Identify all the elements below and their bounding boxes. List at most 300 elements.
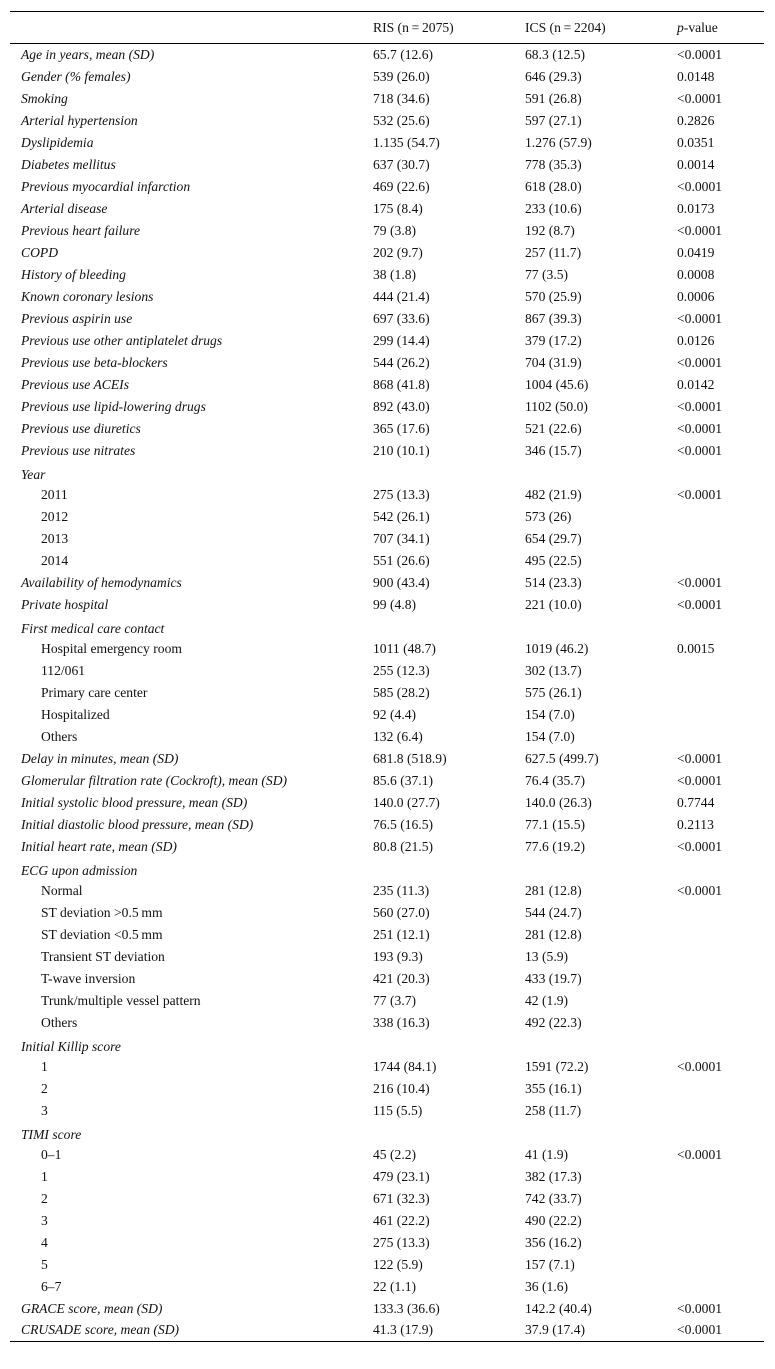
p-value: <0.0001 bbox=[677, 90, 723, 106]
row-label: ST deviation <0.5 mm bbox=[41, 926, 163, 942]
ics-value: 704 (31.9) bbox=[525, 354, 582, 370]
table-body bbox=[10, 44, 764, 1342]
p-value bbox=[677, 1232, 764, 1254]
row-label: Initial systolic blood pressure, mean (SD) bbox=[21, 794, 248, 810]
row-label: 4 bbox=[41, 1234, 48, 1250]
ris-value bbox=[373, 1122, 525, 1144]
ris-value: 193 (9.3) bbox=[373, 948, 423, 964]
table-row bbox=[10, 1166, 764, 1188]
ics-value: 192 (8.7) bbox=[525, 222, 575, 238]
p-value bbox=[677, 946, 764, 968]
ris-value: 544 (26.2) bbox=[373, 354, 430, 370]
row-label: Delay in minutes, mean (SD) bbox=[21, 750, 179, 766]
ris-value: 133.3 (36.6) bbox=[373, 1300, 440, 1316]
row-label: Year bbox=[21, 466, 46, 482]
p-value: <0.0001 bbox=[677, 486, 723, 502]
ris-value: 707 (34.1) bbox=[373, 530, 430, 546]
row-label: 5 bbox=[41, 1256, 48, 1272]
ris-value: 444 (21.4) bbox=[373, 288, 430, 304]
header-p-value bbox=[677, 12, 764, 44]
row-label: Smoking bbox=[21, 90, 68, 106]
ics-value: 13 (5.9) bbox=[525, 948, 569, 964]
p-value: <0.0001 bbox=[677, 1058, 723, 1074]
table-row bbox=[10, 924, 764, 946]
ris-value: 65.7 (12.6) bbox=[373, 46, 434, 62]
row-label: 1 bbox=[41, 1168, 48, 1184]
ics-value: 142.2 (40.4) bbox=[525, 1300, 592, 1316]
ics-value: 281 (12.8) bbox=[525, 926, 582, 942]
ics-value: 570 (25.9) bbox=[525, 288, 582, 304]
p-value bbox=[677, 1012, 764, 1034]
table-row bbox=[10, 550, 764, 572]
row-label: Gender (% females) bbox=[21, 68, 131, 84]
row-label: First medical care contact bbox=[21, 620, 165, 636]
ris-value: 175 (8.4) bbox=[373, 200, 423, 216]
ris-value: 80.8 (21.5) bbox=[373, 838, 434, 854]
p-value: <0.0001 bbox=[677, 1146, 723, 1162]
row-label: Transient ST deviation bbox=[41, 948, 165, 964]
p-value bbox=[677, 682, 764, 704]
p-value: <0.0001 bbox=[677, 46, 723, 62]
table-row bbox=[10, 264, 764, 286]
ics-value bbox=[525, 858, 677, 880]
ics-value: 742 (33.7) bbox=[525, 1190, 582, 1206]
row-label: Arterial hypertension bbox=[21, 112, 138, 128]
row-label: Glomerular filtration rate (Cockroft), mean (SD) bbox=[21, 772, 288, 788]
p-value bbox=[677, 704, 764, 726]
ris-value: 77 (3.7) bbox=[373, 992, 417, 1008]
row-label: T-wave inversion bbox=[41, 970, 136, 986]
table-row bbox=[10, 110, 764, 132]
ics-value: 490 (22.2) bbox=[525, 1212, 582, 1228]
ris-value: 671 (32.3) bbox=[373, 1190, 430, 1206]
ics-value: 575 (26.1) bbox=[525, 684, 582, 700]
table-row bbox=[10, 1144, 764, 1166]
table-row bbox=[10, 682, 764, 704]
ics-value: 154 (7.0) bbox=[525, 706, 575, 722]
ics-value: 258 (11.7) bbox=[525, 1102, 582, 1118]
ics-value: 627.5 (499.7) bbox=[525, 750, 599, 766]
table-row bbox=[10, 44, 764, 66]
row-label: Known coronary lesions bbox=[21, 288, 154, 304]
ris-value: 585 (28.2) bbox=[373, 684, 430, 700]
ris-value: 697 (33.6) bbox=[373, 310, 430, 326]
row-label: 6–7 bbox=[41, 1278, 62, 1294]
row-label: Previous use beta-blockers bbox=[21, 354, 168, 370]
ris-value: 718 (34.6) bbox=[373, 90, 430, 106]
section-row bbox=[10, 1034, 764, 1056]
ics-value: 1019 (46.2) bbox=[525, 640, 589, 656]
p-value: <0.0001 bbox=[677, 310, 723, 326]
ics-value: 618 (28.0) bbox=[525, 178, 582, 194]
p-value: <0.0001 bbox=[677, 1300, 723, 1316]
p-value: <0.0001 bbox=[677, 222, 723, 238]
ris-value: 45 (2.2) bbox=[373, 1146, 417, 1162]
p-value bbox=[677, 550, 764, 572]
row-label: Initial heart rate, mean (SD) bbox=[21, 838, 177, 854]
table-row bbox=[10, 528, 764, 550]
ris-value: 542 (26.1) bbox=[373, 508, 430, 524]
row-label: Hospital emergency room bbox=[41, 640, 182, 656]
row-label: History of bleeding bbox=[21, 266, 126, 282]
header-variable bbox=[10, 12, 373, 44]
baseline-characteristics-table bbox=[10, 11, 764, 1342]
row-label: Initial Killip score bbox=[21, 1038, 121, 1054]
ris-value: 76.5 (16.5) bbox=[373, 816, 434, 832]
p-value bbox=[677, 528, 764, 550]
ics-value bbox=[525, 1034, 677, 1056]
row-label: Availability of hemodynamics bbox=[21, 574, 182, 590]
ics-value: 544 (24.7) bbox=[525, 904, 582, 920]
ics-value: 68.3 (12.5) bbox=[525, 46, 586, 62]
p-value: <0.0001 bbox=[677, 1322, 723, 1338]
table-row bbox=[10, 1298, 764, 1320]
table-row bbox=[10, 132, 764, 154]
table-row bbox=[10, 1188, 764, 1210]
ris-value: 122 (5.9) bbox=[373, 1256, 423, 1272]
table-row bbox=[10, 418, 764, 440]
row-label: Others bbox=[41, 1014, 78, 1030]
p-value: <0.0001 bbox=[677, 596, 723, 612]
table-row bbox=[10, 242, 764, 264]
table-row bbox=[10, 836, 764, 858]
ris-value bbox=[373, 616, 525, 638]
ics-value: 1.276 (57.9) bbox=[525, 134, 592, 150]
row-label: Arterial disease bbox=[21, 200, 108, 216]
ris-value: 275 (13.3) bbox=[373, 486, 430, 502]
p-value: 0.0008 bbox=[677, 266, 715, 282]
row-label: 2014 bbox=[41, 552, 69, 568]
row-label: ECG upon admission bbox=[21, 862, 138, 878]
ris-value: 22 (1.1) bbox=[373, 1278, 417, 1294]
ris-value: 539 (26.0) bbox=[373, 68, 430, 84]
row-label: Hospitalized bbox=[41, 706, 110, 722]
table-row bbox=[10, 308, 764, 330]
ris-value: 38 (1.8) bbox=[373, 266, 417, 282]
table-row bbox=[10, 1100, 764, 1122]
table-row bbox=[10, 1210, 764, 1232]
ris-value: 140.0 (27.7) bbox=[373, 794, 440, 810]
ris-value: 99 (4.8) bbox=[373, 596, 417, 612]
row-label: Previous use diuretics bbox=[21, 420, 141, 436]
p-value: 0.2826 bbox=[677, 112, 715, 128]
ics-value: 221 (10.0) bbox=[525, 596, 582, 612]
ris-value: 637 (30.7) bbox=[373, 156, 430, 172]
p-value: 0.0351 bbox=[677, 134, 715, 150]
row-label: Trunk/multiple vessel pattern bbox=[41, 992, 201, 1008]
row-label: Others bbox=[41, 728, 78, 744]
table-header bbox=[10, 12, 764, 44]
ics-value: 41 (1.9) bbox=[525, 1146, 569, 1162]
section-row bbox=[10, 462, 764, 484]
ris-value: 681.8 (518.9) bbox=[373, 750, 447, 766]
table-row bbox=[10, 440, 764, 462]
table-row bbox=[10, 506, 764, 528]
ics-value: 36 (1.6) bbox=[525, 1278, 569, 1294]
ris-value: 202 (9.7) bbox=[373, 244, 423, 260]
table-row bbox=[10, 484, 764, 506]
ris-value: 255 (12.3) bbox=[373, 662, 430, 678]
ics-value: 867 (39.3) bbox=[525, 310, 582, 326]
header-p-suffix: -value bbox=[683, 19, 718, 35]
p-value bbox=[677, 1188, 764, 1210]
ris-value: 251 (12.1) bbox=[373, 926, 430, 942]
table-row bbox=[10, 396, 764, 418]
row-label: Previous use nitrates bbox=[21, 442, 136, 458]
ics-value: 591 (26.8) bbox=[525, 90, 582, 106]
p-value bbox=[677, 1276, 764, 1298]
p-value bbox=[677, 462, 764, 484]
p-value: 0.0006 bbox=[677, 288, 715, 304]
ics-value: 281 (12.8) bbox=[525, 882, 582, 898]
ics-value: 76.4 (35.7) bbox=[525, 772, 586, 788]
row-label: Normal bbox=[41, 882, 83, 898]
ics-value: 495 (22.5) bbox=[525, 552, 582, 568]
ris-value: 461 (22.2) bbox=[373, 1212, 430, 1228]
ics-value: 597 (27.1) bbox=[525, 112, 582, 128]
p-value bbox=[677, 1122, 764, 1144]
table-row bbox=[10, 572, 764, 594]
p-value: 0.0173 bbox=[677, 200, 715, 216]
ris-value: 41.3 (17.9) bbox=[373, 1322, 434, 1338]
ris-value bbox=[373, 1034, 525, 1056]
p-value: <0.0001 bbox=[677, 838, 723, 854]
row-label: TIMI score bbox=[21, 1126, 82, 1142]
table-row bbox=[10, 726, 764, 748]
table-row bbox=[10, 902, 764, 924]
ics-value: 355 (16.1) bbox=[525, 1080, 582, 1096]
p-value: 0.0419 bbox=[677, 244, 715, 260]
row-label: Previous use lipid-lowering drugs bbox=[21, 398, 206, 414]
ics-value: 482 (21.9) bbox=[525, 486, 582, 502]
ris-value: 1744 (84.1) bbox=[373, 1058, 437, 1074]
ics-value: 233 (10.6) bbox=[525, 200, 582, 216]
p-value bbox=[677, 990, 764, 1012]
p-value bbox=[677, 506, 764, 528]
ris-value: 338 (16.3) bbox=[373, 1014, 430, 1030]
ris-value: 479 (23.1) bbox=[373, 1168, 430, 1184]
p-value bbox=[677, 1034, 764, 1056]
p-value: <0.0001 bbox=[677, 750, 723, 766]
row-label: Previous myocardial infarction bbox=[21, 178, 191, 194]
table-row bbox=[10, 1254, 764, 1276]
row-label: 112/061 bbox=[41, 662, 86, 678]
table-row bbox=[10, 1056, 764, 1078]
ics-value: 382 (17.3) bbox=[525, 1168, 582, 1184]
ics-value bbox=[525, 1122, 677, 1144]
row-label: CRUSADE score, mean (SD) bbox=[21, 1322, 180, 1338]
ics-value: 157 (7.1) bbox=[525, 1256, 575, 1272]
row-label: 2 bbox=[41, 1080, 48, 1096]
ris-value: 551 (26.6) bbox=[373, 552, 430, 568]
ics-value: 37.9 (17.4) bbox=[525, 1322, 586, 1338]
table-row bbox=[10, 704, 764, 726]
ics-value: 433 (19.7) bbox=[525, 970, 582, 986]
table-row bbox=[10, 638, 764, 660]
ics-value: 514 (23.3) bbox=[525, 574, 582, 590]
p-value bbox=[677, 902, 764, 924]
table-row bbox=[10, 660, 764, 682]
table-row bbox=[10, 792, 764, 814]
ris-value: 900 (43.4) bbox=[373, 574, 430, 590]
ics-value bbox=[525, 462, 677, 484]
table-row bbox=[10, 814, 764, 836]
table-row bbox=[10, 1276, 764, 1298]
ris-value: 210 (10.1) bbox=[373, 442, 430, 458]
ics-value: 302 (13.7) bbox=[525, 662, 582, 678]
table-row bbox=[10, 990, 764, 1012]
p-value: 0.2113 bbox=[677, 816, 714, 832]
section-row bbox=[10, 616, 764, 638]
ris-value bbox=[373, 462, 525, 484]
p-value: 0.0126 bbox=[677, 332, 715, 348]
p-value bbox=[677, 858, 764, 880]
table-row bbox=[10, 1320, 764, 1342]
p-value: 0.0014 bbox=[677, 156, 715, 172]
row-label: 2 bbox=[41, 1190, 48, 1206]
ris-value bbox=[373, 858, 525, 880]
p-value bbox=[677, 924, 764, 946]
row-label: Age in years, mean (SD) bbox=[21, 46, 155, 62]
p-value: <0.0001 bbox=[677, 178, 723, 194]
row-label: Previous use ACEIs bbox=[21, 376, 129, 392]
p-value: 0.0142 bbox=[677, 376, 715, 392]
p-value: <0.0001 bbox=[677, 772, 723, 788]
table-row bbox=[10, 880, 764, 902]
ris-value: 92 (4.4) bbox=[373, 706, 417, 722]
ics-value: 778 (35.3) bbox=[525, 156, 582, 172]
ics-value: 1004 (45.6) bbox=[525, 376, 589, 392]
ics-value: 346 (15.7) bbox=[525, 442, 582, 458]
table-row bbox=[10, 1012, 764, 1034]
row-label: Private hospital bbox=[21, 596, 109, 612]
p-value bbox=[677, 1078, 764, 1100]
p-value bbox=[677, 660, 764, 682]
ics-value: 521 (22.6) bbox=[525, 420, 582, 436]
row-label: Previous use other antiplatelet drugs bbox=[21, 332, 223, 348]
row-label: COPD bbox=[21, 244, 59, 260]
row-label: 2013 bbox=[41, 530, 69, 546]
ics-value: 1102 (50.0) bbox=[525, 398, 588, 414]
section-row bbox=[10, 858, 764, 880]
header-row bbox=[10, 12, 764, 44]
table-row bbox=[10, 770, 764, 792]
ics-value: 356 (16.2) bbox=[525, 1234, 582, 1250]
row-label: Previous heart failure bbox=[21, 222, 141, 238]
ics-value: 654 (29.7) bbox=[525, 530, 582, 546]
row-label: 1 bbox=[41, 1058, 48, 1074]
p-value: 0.7744 bbox=[677, 794, 715, 810]
p-value: <0.0001 bbox=[677, 398, 723, 414]
ics-value bbox=[525, 616, 677, 638]
p-value bbox=[677, 1100, 764, 1122]
ris-value: 892 (43.0) bbox=[373, 398, 430, 414]
table-row bbox=[10, 176, 764, 198]
row-label: Primary care center bbox=[41, 684, 148, 700]
row-label: 0–1 bbox=[41, 1146, 62, 1162]
table-row bbox=[10, 330, 764, 352]
row-label: Previous aspirin use bbox=[21, 310, 133, 326]
ics-value: 77 (3.5) bbox=[525, 266, 569, 282]
table-row bbox=[10, 1232, 764, 1254]
p-value bbox=[677, 616, 764, 638]
row-label: 2011 bbox=[41, 486, 68, 502]
ris-value: 85.6 (37.1) bbox=[373, 772, 434, 788]
ris-value: 365 (17.6) bbox=[373, 420, 430, 436]
p-value: 0.0015 bbox=[677, 640, 715, 656]
row-label: 2012 bbox=[41, 508, 69, 524]
ics-value: 379 (17.2) bbox=[525, 332, 582, 348]
ics-value: 77.6 (19.2) bbox=[525, 838, 586, 854]
ris-value: 299 (14.4) bbox=[373, 332, 430, 348]
ics-value: 646 (29.3) bbox=[525, 68, 582, 84]
row-label: ST deviation >0.5 mm bbox=[41, 904, 163, 920]
table-row bbox=[10, 154, 764, 176]
table-row bbox=[10, 374, 764, 396]
p-value: <0.0001 bbox=[677, 574, 723, 590]
row-label: Initial diastolic blood pressure, mean (SD) bbox=[21, 816, 254, 832]
ris-value: 79 (3.8) bbox=[373, 222, 417, 238]
ris-value: 132 (6.4) bbox=[373, 728, 423, 744]
table-row bbox=[10, 594, 764, 616]
ris-value: 1.135 (54.7) bbox=[373, 134, 440, 150]
ics-value: 573 (26) bbox=[525, 508, 572, 524]
ics-value: 140.0 (26.3) bbox=[525, 794, 592, 810]
row-label: 3 bbox=[41, 1212, 48, 1228]
ris-value: 216 (10.4) bbox=[373, 1080, 430, 1096]
row-label: GRACE score, mean (SD) bbox=[21, 1300, 163, 1316]
table-row bbox=[10, 352, 764, 374]
p-value: <0.0001 bbox=[677, 442, 723, 458]
table-row bbox=[10, 946, 764, 968]
p-value bbox=[677, 1166, 764, 1188]
ris-value: 235 (11.3) bbox=[373, 882, 430, 898]
p-value bbox=[677, 1254, 764, 1276]
table-row bbox=[10, 286, 764, 308]
row-label: 3 bbox=[41, 1102, 48, 1118]
ris-value: 115 (5.5) bbox=[373, 1102, 423, 1118]
ris-value: 868 (41.8) bbox=[373, 376, 430, 392]
ics-value: 77.1 (15.5) bbox=[525, 816, 586, 832]
p-value bbox=[677, 968, 764, 990]
ics-value: 1591 (72.2) bbox=[525, 1058, 589, 1074]
p-value: 0.0148 bbox=[677, 68, 715, 84]
ris-value: 560 (27.0) bbox=[373, 904, 430, 920]
table-row bbox=[10, 1078, 764, 1100]
row-label: Dyslipidemia bbox=[21, 134, 94, 150]
ris-value: 1011 (48.7) bbox=[373, 640, 436, 656]
p-value: <0.0001 bbox=[677, 420, 723, 436]
p-value: <0.0001 bbox=[677, 354, 723, 370]
ics-value: 257 (11.7) bbox=[525, 244, 582, 260]
ics-value: 42 (1.9) bbox=[525, 992, 569, 1008]
table-row bbox=[10, 968, 764, 990]
ics-value: 154 (7.0) bbox=[525, 728, 575, 744]
ris-value: 469 (22.6) bbox=[373, 178, 430, 194]
p-value bbox=[677, 726, 764, 748]
header-ics: ICS (n = 2204) bbox=[525, 19, 606, 35]
table-row bbox=[10, 748, 764, 770]
p-value: <0.0001 bbox=[677, 882, 723, 898]
ics-value: 492 (22.3) bbox=[525, 1014, 582, 1030]
ris-value: 421 (20.3) bbox=[373, 970, 430, 986]
header-p-italic: p bbox=[677, 19, 684, 35]
ris-value: 532 (25.6) bbox=[373, 112, 430, 128]
p-value bbox=[677, 1210, 764, 1232]
row-label: Diabetes mellitus bbox=[21, 156, 116, 172]
header-ris: RIS (n = 2075) bbox=[373, 19, 454, 35]
table-row bbox=[10, 66, 764, 88]
